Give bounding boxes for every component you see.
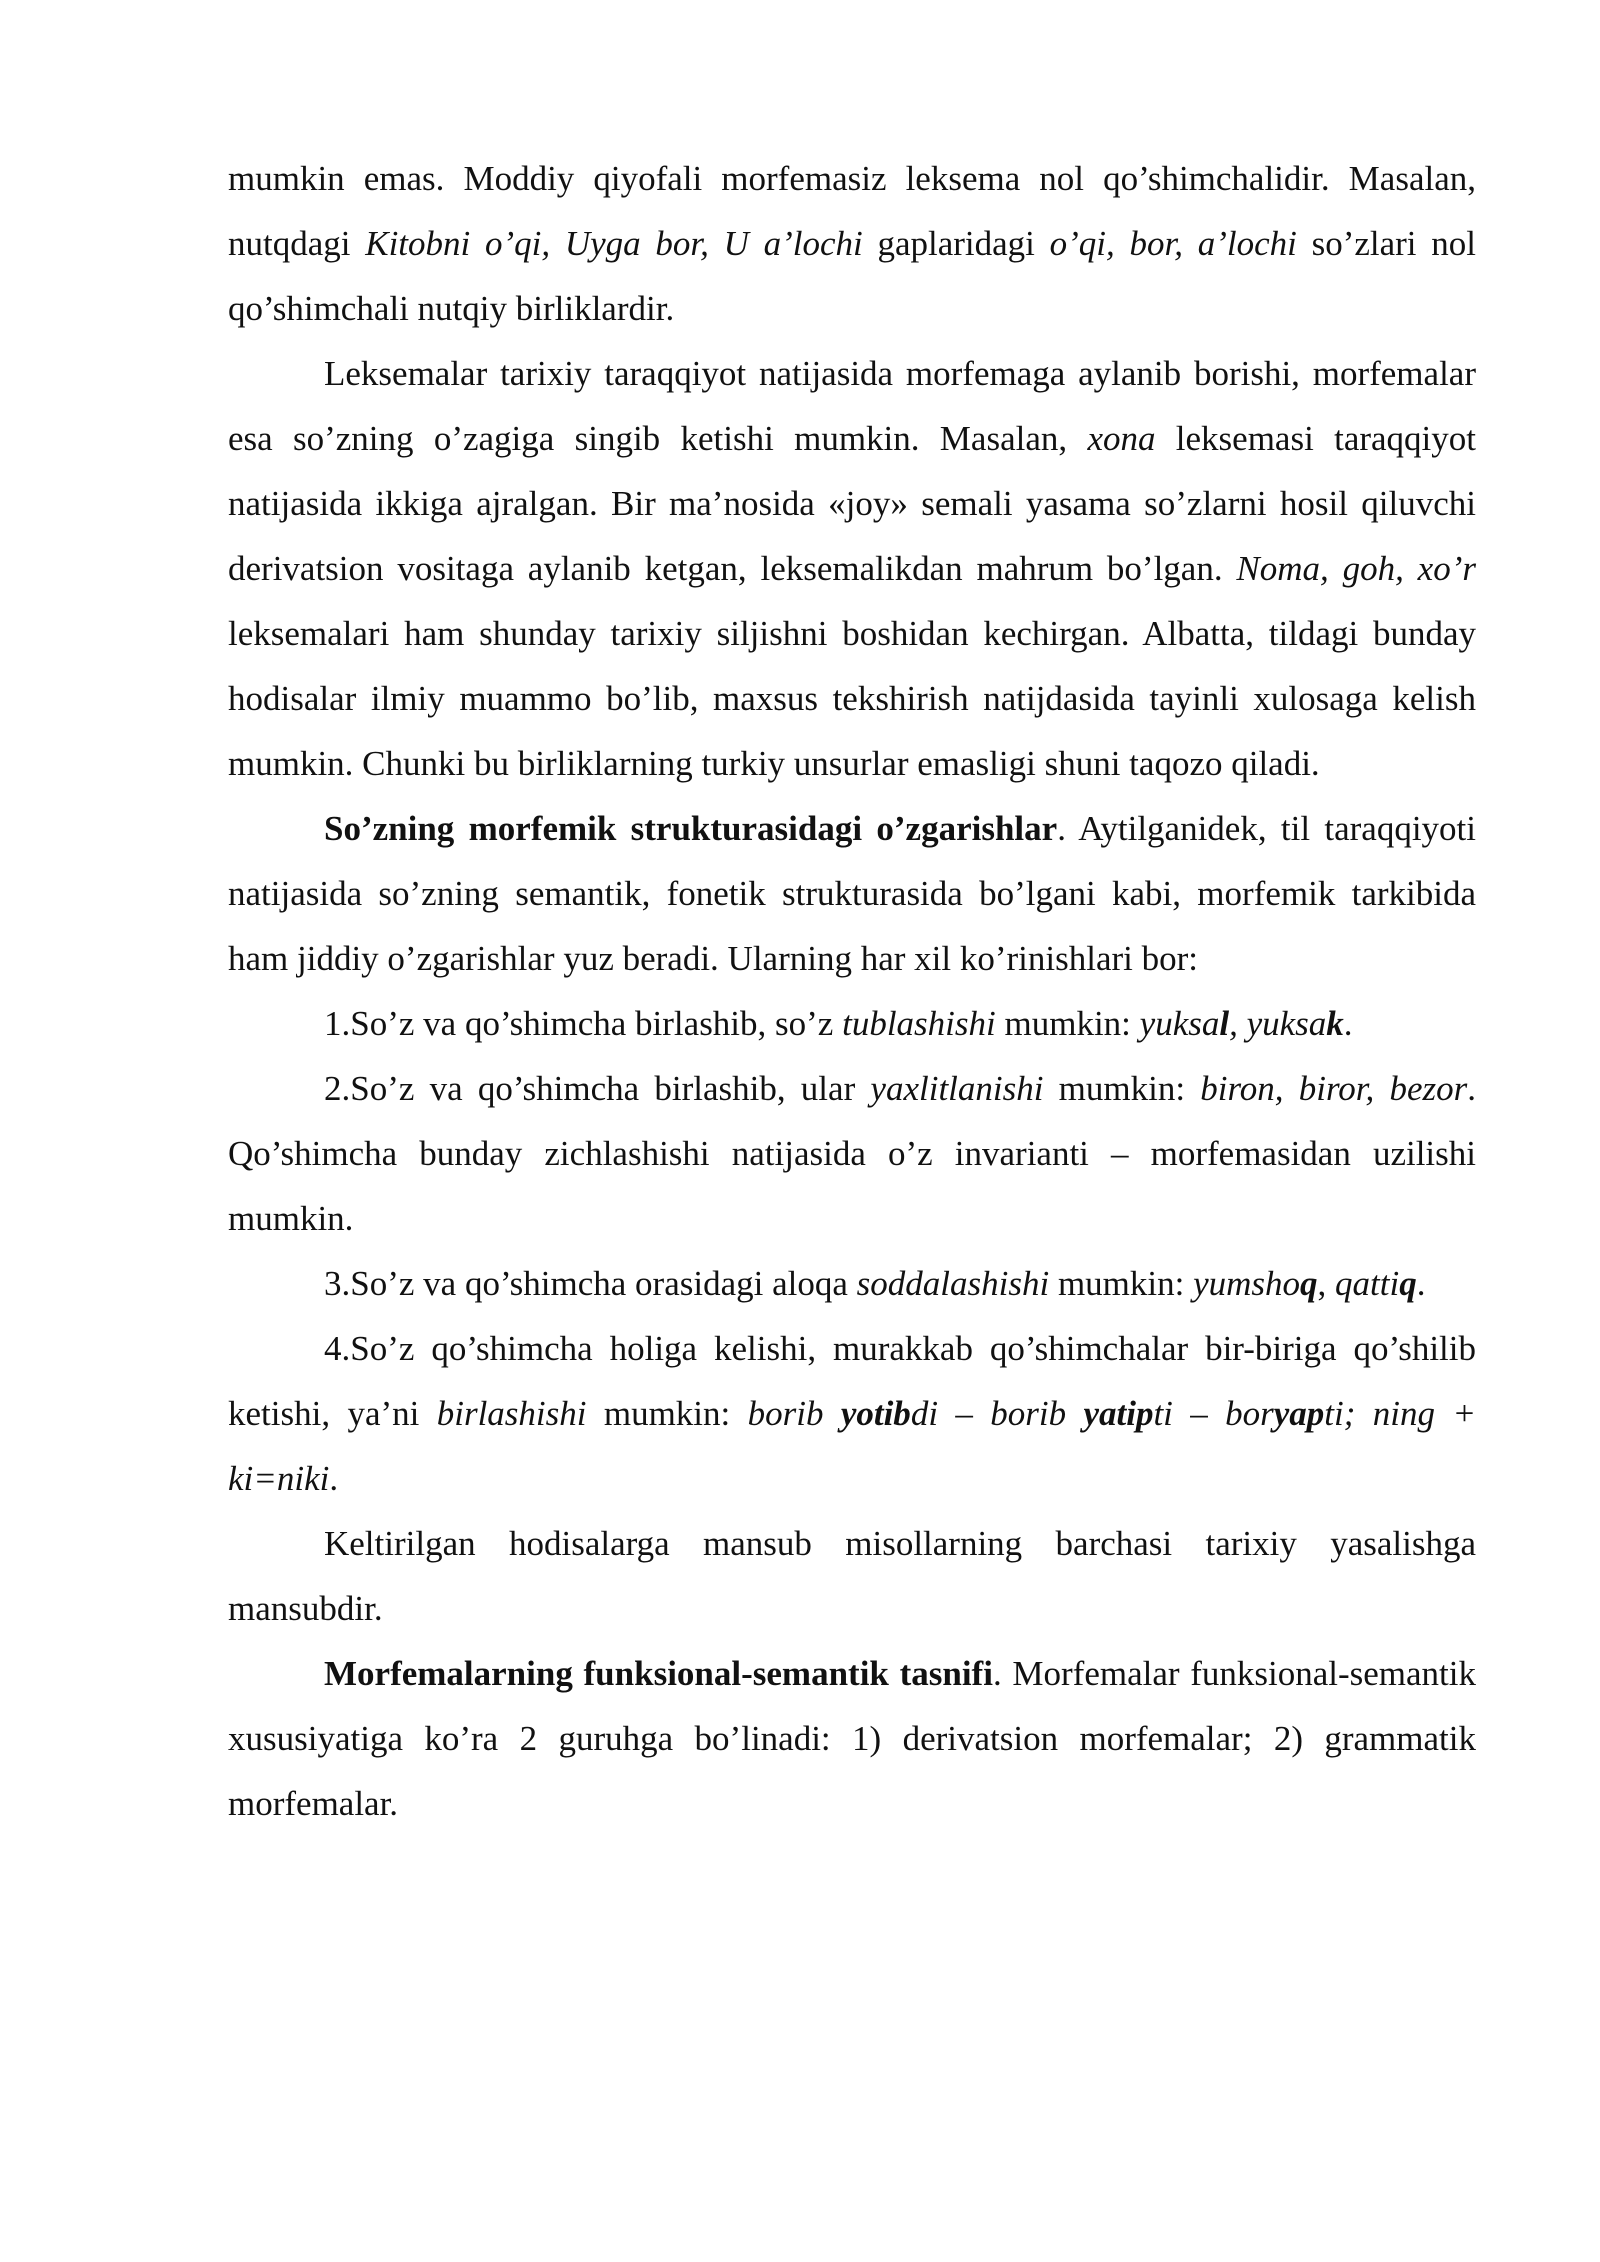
text-run: . [329,1459,339,1498]
text-run: , [1317,1264,1336,1303]
paragraph-p6 [228,1251,1476,1316]
paragraph-p2 [228,341,1476,796]
text-run: mumkin: [586,1394,748,1433]
paragraph-p4 [228,991,1476,1056]
text-run: mumkin: [995,1004,1140,1043]
italic-text-run: di – borib [910,1394,1084,1433]
italic-text-run: o’qi, bor, a’lochi [1049,224,1297,263]
bold-italic-text-run: q [1399,1264,1417,1303]
text-run: . [1416,1264,1426,1303]
italic-text-run: yaxlitlanishi [870,1069,1044,1108]
text-run: . Qo’shimcha bunday zichlashishi natijasida o’z invarianti – morfemasidan uzilishi mumkin. [228,1069,1477,1238]
text-run: so’zlari nol qo’shimchali nutqiy birliklardir. [228,224,1476,328]
paragraph-p3 [228,796,1476,991]
text-run: . Morfemalar funksional-semantik xususiyatiga ko’ra 2 guruhga bo’linadi: 1) derivatsion morfemalar; 2) grammatik morfemalar. [228,1654,1476,1823]
paragraph-p7 [228,1316,1476,1511]
italic-text-run: qatti [1335,1264,1400,1303]
bold-italic-text-run: k [1326,1004,1344,1043]
italic-text-run: Noma, goh, xo’r [1236,549,1476,588]
paragraph-p5 [228,1056,1476,1251]
bold-italic-text-run: l [1219,1004,1230,1043]
bold-italic-text-run: yap [1273,1394,1325,1433]
text-run: Keltirilgan hodisalarga mansub misollarning barchasi tarixiy yasalishga mansubdir. [228,1524,1476,1628]
bold-italic-text-run: yotib [840,1394,911,1433]
text-run: 1.So’z va qo’shimcha birlashib, so’z [324,1004,843,1043]
italic-text-run: yumsho [1193,1264,1301,1303]
text-run: leksemalari ham shunday tarixiy siljishni boshidan kechirgan. Albatta, tildagi bunday hodisalar ilmiy muammo bo’lib, maxsus tekshirish natijdasida tayinli xulosaga kelish mumkin. Chunki bu birliklarning turkiy unsurlar emasligi shuni taqozo qiladi. [228,614,1476,783]
paragraph-p9 [228,1641,1476,1836]
text-run: . [1343,1004,1353,1043]
bold-italic-text-run: yatip [1083,1394,1154,1433]
text-run: mumkin: [1049,1264,1194,1303]
text-run: mumkin emas. Moddiy qiyofali morfemasiz leksema nol qo’shimchalidir. Masalan, nutqdagi [228,159,1476,263]
document-body [228,146,1476,1836]
text-run: Leksemalar tarixiy taraqqiyot natijasida morfemaga aylanib borishi, morfemalar esa so’zning o’zagiga singib ketishi mumkin. Masalan, [228,354,1476,458]
bold-italic-text-run: q [1300,1264,1318,1303]
bold-text-run: Morfemalarning funksional-semantik tasnifi [324,1654,993,1693]
italic-text-run: yuksa [1139,1004,1220,1043]
italic-text-run: birlashishi [436,1394,587,1433]
text-run: . Aytilganidek, til taraqqiyoti natijasida so’zning semantik, fonetik strukturasida bo’lgani kabi, morfemik tarkibida ham jiddiy o’zgarishlar yuz beradi. Ularning har xil ko’rinishlari bor: [228,809,1476,978]
text-run: 4.So’z qo’shimcha holiga kelishi, murakkab qo’shimchalar bir-biriga qo’shilib ketishi, ya’ni [228,1329,1476,1433]
italic-text-run: ti; ning + ki=niki [228,1394,1476,1498]
text-run: gaplaridagi [862,224,1050,263]
text-run: 2.So’z va qo’shimcha birlashib, ular [324,1069,871,1108]
paragraph-p8 [228,1511,1476,1641]
paragraph-p1 [228,146,1476,341]
italic-text-run: xona [1087,419,1156,458]
italic-text-run: soddalashishi [856,1264,1050,1303]
italic-text-run: ti – bor [1153,1394,1274,1433]
italic-text-run: tublashishi [842,1004,996,1043]
italic-text-run: , yuksa [1229,1004,1327,1043]
text-run: mumkin: [1043,1069,1201,1108]
text-run: leksemasi taraqqiyot natijasida ikkiga ajralgan. Bir ma’nosida «joy» semali yasama so’zlarni hosil qiluvchi derivatsion vositaga aylanib ketgan, leksemalikdan mahrum bo’lgan. [228,419,1476,588]
italic-text-run: borib [747,1394,841,1433]
italic-text-run: biron, biror, bezor [1200,1069,1468,1108]
text-run: 3.So’z va qo’shimcha orasidagi aloqa [324,1264,857,1303]
bold-text-run: So’zning morfemik strukturasidagi o’zgarishlar [324,809,1058,848]
italic-text-run: Kitobni o’qi, Uyga bor, U a’lochi [365,224,863,263]
